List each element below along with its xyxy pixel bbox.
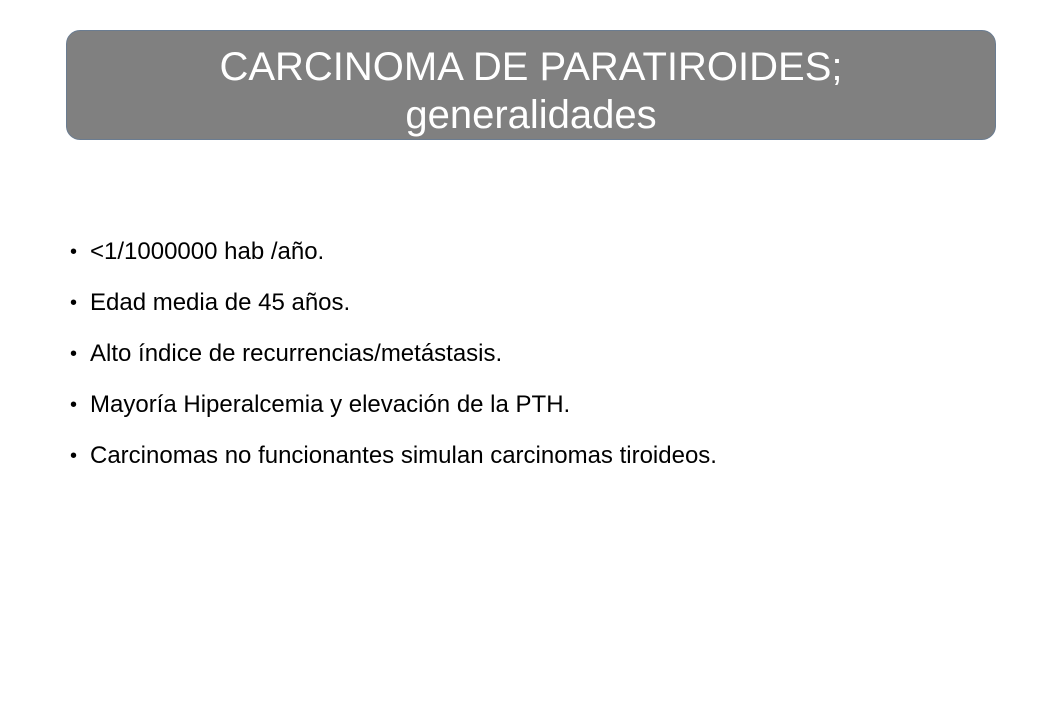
bullet-text: Mayoría Hiperalcemia y elevación de la PTH. bbox=[90, 391, 571, 418]
bullet-list bbox=[70, 236, 717, 491]
title-banner bbox=[66, 30, 996, 140]
bullet-icon: • bbox=[70, 394, 78, 416]
slide-title-line-2: generalidades bbox=[405, 93, 657, 137]
bullet-text: Edad media de 45 años. bbox=[90, 289, 351, 316]
list-item bbox=[70, 389, 717, 421]
bullet-text: Carcinomas no funcionantes simulan carcinomas tiroideos. bbox=[90, 442, 717, 469]
bullet-icon: • bbox=[70, 445, 78, 467]
slide-title-line-1: CARCINOMA DE PARATIROIDES; bbox=[219, 45, 843, 89]
list-item bbox=[70, 287, 717, 319]
bullet-text: Alto índice de recurrencias/metástasis. bbox=[90, 340, 503, 367]
list-item bbox=[70, 440, 717, 472]
bullet-icon: • bbox=[70, 241, 78, 263]
bullet-icon: • bbox=[70, 343, 78, 365]
list-item bbox=[70, 338, 717, 370]
bullet-text: <1/1000000 hab /año. bbox=[90, 238, 325, 265]
list-item bbox=[70, 236, 717, 268]
bullet-icon: • bbox=[70, 292, 78, 314]
